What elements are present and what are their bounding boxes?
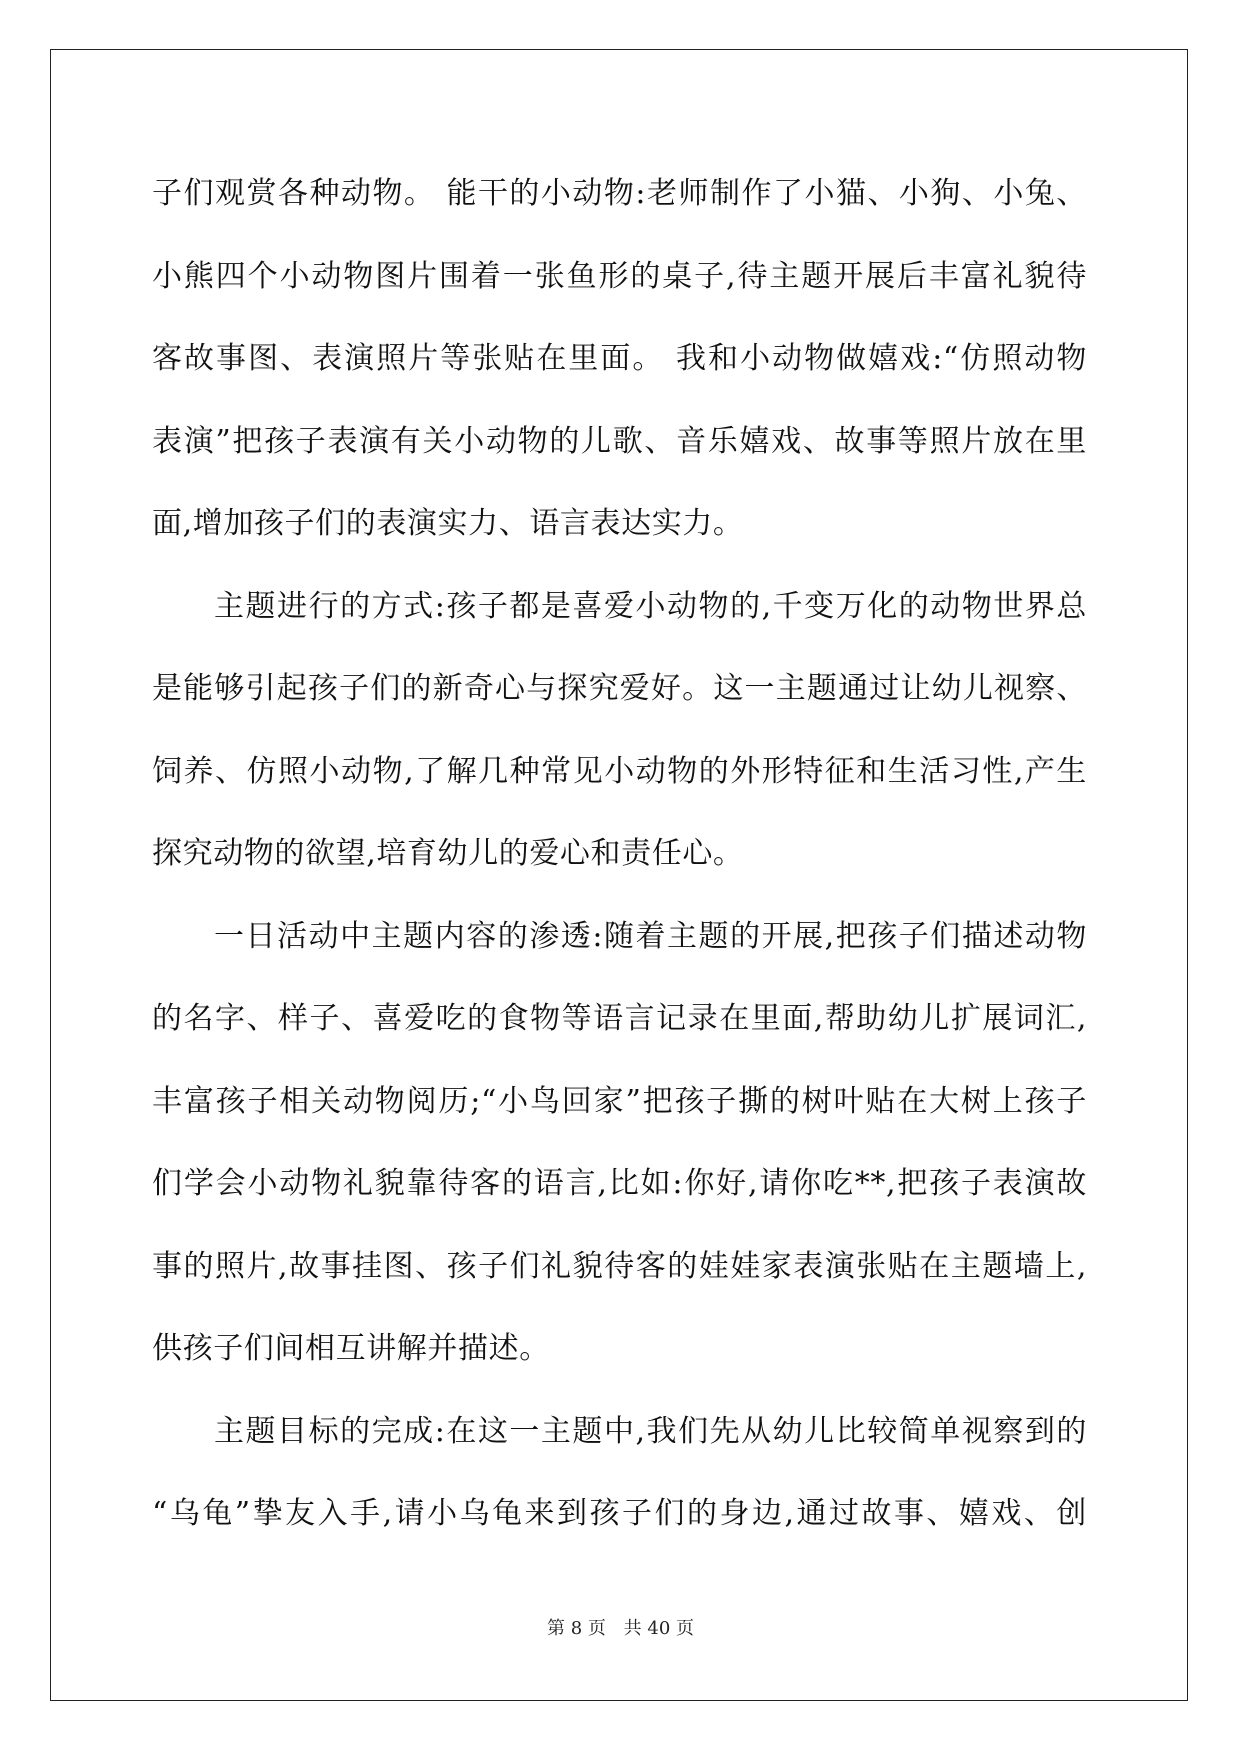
text-line: 探究动物的欲望,培育幼儿的爱心和责任心。 (152, 836, 744, 871)
text-line: 事的照片,故事挂图、孩子们礼貌待客的娃娃家表演张贴在主题墙上, (152, 1248, 1087, 1284)
text-line: 们学会小动物礼貌靠待客的语言,比如:你好,请你吃**,把孩子表演故 (152, 1166, 1087, 1201)
text-line: 丰富孩子相关动物阅历;“小鸟回家”把孩子撕的树叶贴在大树上孩子 (152, 1083, 1087, 1119)
text-line: 的名字、样子、喜爱吃的食物等语言记录在里面,帮助幼儿扩展词汇, (152, 1001, 1087, 1036)
text-line: 主题目标的完成:在这一主题中,我们先从幼儿比较简单视察到的 (214, 1413, 1087, 1449)
page-number: 第 8 页 (547, 1618, 606, 1639)
text-line: 子们观赏各种动物。 能干的小动物:老师制作了小猫、小狗、小兔、 (152, 176, 1087, 211)
text-line: 小熊四个小动物图片围着一张鱼形的桌子,待主题开展后丰富礼貌待 (152, 258, 1087, 294)
text-line: 主题进行的方式:孩子都是喜爱小动物的,千变万化的动物世界总 (214, 588, 1087, 624)
text-line: 供孩子们间相互讲解并描述。 (152, 1331, 550, 1366)
text-line: 是能够引起孩子们的新奇心与探究爱好。这一主题通过让幼儿视察、 (152, 671, 1087, 706)
text-line: 饲养、仿照小动物,了解几种常见小动物的外形特征和生活习性,产生 (152, 753, 1087, 789)
text-line: 面,增加孩子们的表演实力、语言表达实力。 (152, 506, 744, 541)
text-line: “乌龟”挚友入手,请小乌龟来到孩子们的身边,通过故事、嬉戏、创 (152, 1496, 1087, 1531)
document-body (152, 153, 1087, 1556)
page-total: 共 40 页 (623, 1618, 694, 1639)
text-line: 客故事图、表演照片等张贴在里面。 我和小动物做嬉戏:“仿照动物 (152, 341, 1087, 376)
text-line: 表演”把孩子表演有关小动物的儿歌、音乐嬉戏、故事等照片放在里 (152, 423, 1087, 459)
text-line: 一日活动中主题内容的渗透:随着主题的开展,把孩子们描述动物 (214, 918, 1087, 954)
page-footer (0, 1614, 1241, 1640)
